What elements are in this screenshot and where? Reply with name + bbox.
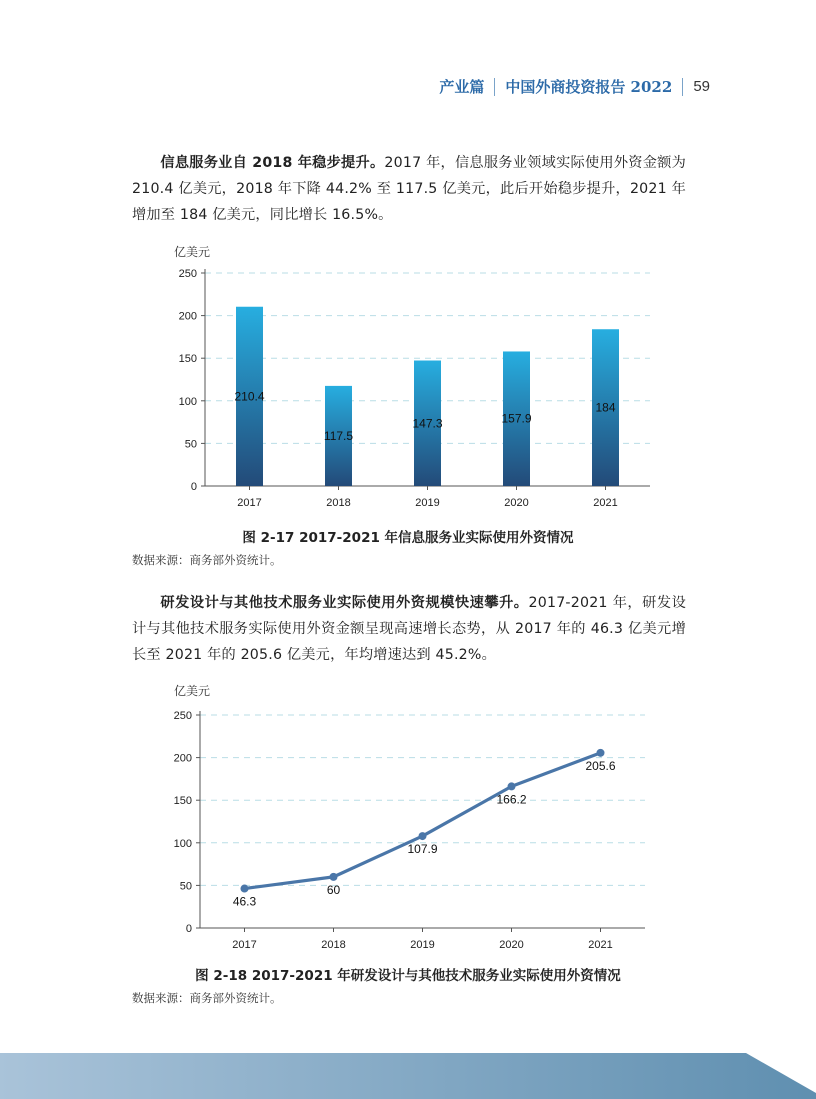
- bar-data-label: 147.3: [412, 416, 443, 431]
- y-tick-label: 250: [173, 710, 192, 722]
- data-point: [508, 782, 516, 790]
- footer-band-shape: [0, 1053, 816, 1099]
- paragraph-body: 2017 年，信息服务业领域实际使用外资金额为 210.4 亿美元，2018 年下降 44.2% 至 117.5 亿美元，此后开始稳步提升，2021 年增加至 184 亿美元，同比增长 16.5%。: [132, 155, 687, 223]
- x-tick-label: 2017: [237, 497, 262, 509]
- data-point: [597, 749, 605, 757]
- page-number: 59: [693, 78, 710, 95]
- x-tick-label: 2018: [326, 497, 351, 509]
- header-title: 中国外商投资报告 2022: [505, 78, 673, 96]
- point-data-label: 205.6: [585, 758, 616, 773]
- paragraph-body: 2017-2021 年，研发设计与其他技术服务实际使用外资金额呈现高速增长态势，从 2017 年的 46.3 亿美元增长至 2021 年的 205.6 亿美元，年均增速达到 45.2%。: [132, 595, 686, 663]
- y-axis-title: 亿美元: [174, 245, 211, 259]
- data-point: [419, 832, 427, 840]
- data-point: [241, 885, 249, 893]
- point-data-label: 107.9: [407, 842, 438, 857]
- paragraph-lead: 信息服务业自 2018 年稳步提升。: [160, 155, 385, 171]
- y-tick-label: 200: [178, 310, 197, 323]
- x-tick-label: 2017: [232, 939, 257, 951]
- paragraph-lead: 研发设计与其他技术服务业实际使用外资规模快速攀升。: [160, 595, 529, 611]
- y-tick-label: 200: [173, 752, 192, 765]
- y-tick-label: 50: [179, 880, 192, 893]
- figure-caption: 图 2-18 2017-2021 年研发设计与其他技术服务业实际使用外资情况: [195, 968, 621, 984]
- y-tick-label: 100: [178, 395, 197, 408]
- bar-data-label: 210.4: [234, 389, 265, 404]
- point-data-label: 166.2: [496, 792, 527, 807]
- y-axis-title: 亿美元: [174, 684, 211, 698]
- y-tick-label: 0: [185, 923, 192, 935]
- y-tick-label: 150: [173, 795, 192, 808]
- y-tick-label: 250: [178, 268, 197, 280]
- data-source-note: 数据来源：商务部外资统计。: [132, 991, 282, 1005]
- y-tick-label: 150: [178, 353, 197, 366]
- data-point: [330, 873, 338, 881]
- bar-data-label: 184: [595, 400, 616, 415]
- x-tick-label: 2018: [321, 939, 346, 951]
- y-tick-label: 50: [184, 438, 197, 451]
- series-line: [245, 753, 601, 889]
- x-tick-label: 2019: [415, 497, 440, 509]
- x-tick-label: 2020: [504, 497, 529, 509]
- y-tick-label: 100: [173, 837, 192, 850]
- y-tick-label: 0: [190, 481, 197, 493]
- header-section: 产业篇: [439, 78, 485, 96]
- figure-caption: 图 2-17 2017-2021 年信息服务业实际使用外资情况: [242, 530, 574, 546]
- footer-band: [0, 1053, 816, 1099]
- bar-data-label: 117.5: [323, 428, 354, 443]
- x-tick-label: 2020: [499, 939, 524, 951]
- point-data-label: 46.3: [232, 894, 257, 909]
- x-tick-label: 2019: [410, 939, 435, 951]
- x-tick-label: 2021: [593, 497, 618, 509]
- bar-data-label: 157.9: [501, 411, 532, 426]
- point-data-label: 60: [326, 882, 341, 897]
- data-source-note: 数据来源：商务部外资统计。: [132, 553, 282, 567]
- x-tick-label: 2021: [588, 939, 613, 951]
